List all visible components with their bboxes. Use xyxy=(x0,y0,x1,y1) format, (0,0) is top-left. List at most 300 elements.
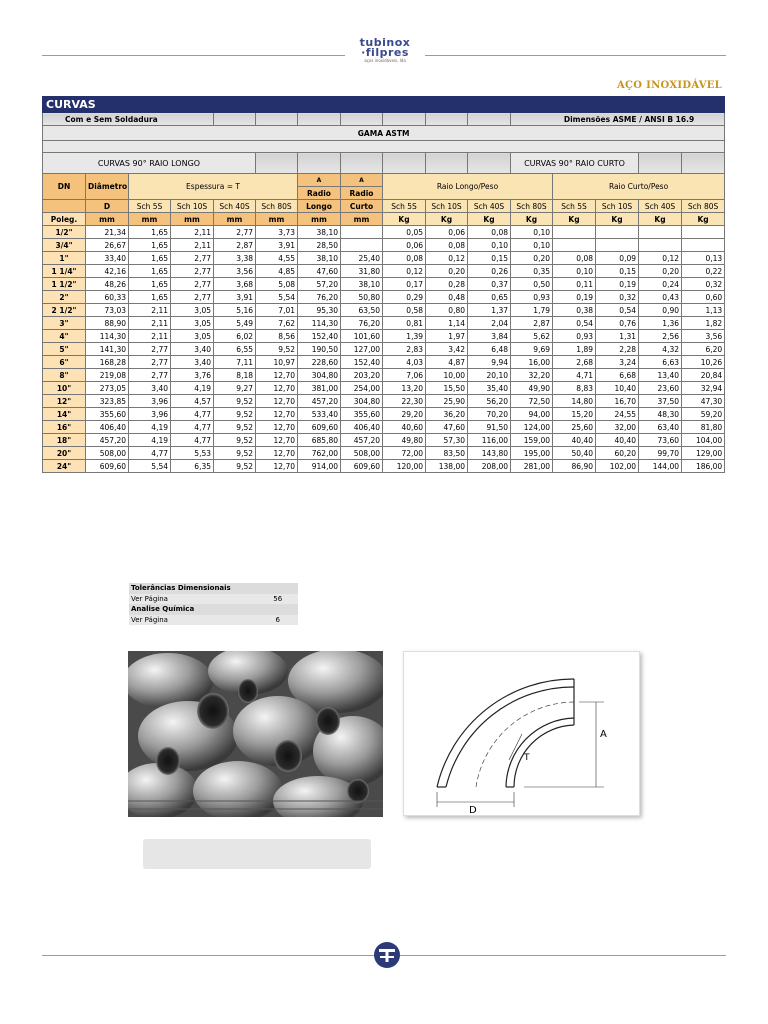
table-title: CURVAS xyxy=(43,97,725,113)
value-cell: 25,90 xyxy=(426,395,468,408)
value-cell: 3,91 xyxy=(214,291,256,304)
value-cell: 1,31 xyxy=(596,330,639,343)
value-cell: 323,85 xyxy=(86,395,129,408)
table-row xyxy=(43,304,725,317)
value-cell: 2,77 xyxy=(129,369,171,382)
value-cell: 4,55 xyxy=(256,252,298,265)
company-logo xyxy=(345,38,425,63)
value-cell: 9,52 xyxy=(214,460,256,473)
value-cell: 76,20 xyxy=(341,317,383,330)
dim-t-label: T xyxy=(524,753,530,763)
value-cell: 9,52 xyxy=(214,408,256,421)
value-cell: 49,90 xyxy=(511,382,553,395)
value-cell: 3,24 xyxy=(596,356,639,369)
value-cell: 2,77 xyxy=(171,291,214,304)
value-cell: 1,65 xyxy=(129,252,171,265)
value-cell: 0,32 xyxy=(682,278,725,291)
value-cell: 3,56 xyxy=(682,330,725,343)
table-row xyxy=(43,408,725,421)
value-cell: 1,65 xyxy=(129,239,171,252)
unit-cell: Kg xyxy=(553,213,596,226)
value-cell: 1,79 xyxy=(511,304,553,317)
value-cell: 144,00 xyxy=(639,460,682,473)
value-cell: 4,57 xyxy=(171,395,214,408)
value-cell: 9,27 xyxy=(214,382,256,395)
value-cell: 4,19 xyxy=(171,382,214,395)
value-cell: 36,20 xyxy=(426,408,468,421)
value-cell: 50,80 xyxy=(341,291,383,304)
value-cell: 159,00 xyxy=(511,434,553,447)
value-cell: 6,20 xyxy=(682,343,725,356)
value-cell: 1,65 xyxy=(129,226,171,239)
elbows-photo xyxy=(128,651,383,817)
table-row xyxy=(43,447,725,460)
value-cell xyxy=(553,239,596,252)
dn-cell: 6" xyxy=(43,356,86,369)
value-cell: 304,80 xyxy=(341,395,383,408)
value-cell: 1,65 xyxy=(129,265,171,278)
col-long-weight: Raio Longo/Peso xyxy=(383,174,553,200)
chem-page-number: 6 xyxy=(257,615,298,626)
sch-5s: Sch 5S xyxy=(383,200,426,213)
sch-5s: Sch 5S xyxy=(129,200,171,213)
value-cell: 31,80 xyxy=(341,265,383,278)
value-cell: 4,19 xyxy=(129,434,171,447)
table-row xyxy=(43,239,725,252)
value-cell: 25,60 xyxy=(553,421,596,434)
value-cell: 0,12 xyxy=(426,252,468,265)
value-cell: 0,90 xyxy=(639,304,682,317)
value-cell: 95,30 xyxy=(298,304,341,317)
value-cell: 609,60 xyxy=(86,460,129,473)
dn-cell: 3/4" xyxy=(43,239,86,252)
unit-cell: Kg xyxy=(639,213,682,226)
value-cell: 72,50 xyxy=(511,395,553,408)
value-cell: 0,15 xyxy=(596,265,639,278)
value-cell: 4,71 xyxy=(553,369,596,382)
value-cell: 10,00 xyxy=(426,369,468,382)
value-cell: 9,52 xyxy=(214,421,256,434)
value-cell: 2,11 xyxy=(129,330,171,343)
value-cell: 1,39 xyxy=(383,330,426,343)
value-cell: 16,00 xyxy=(511,356,553,369)
value-cell: 114,30 xyxy=(86,330,129,343)
sch-40s: Sch 40S xyxy=(468,200,511,213)
value-cell: 273,05 xyxy=(86,382,129,395)
value-cell: 9,52 xyxy=(256,343,298,356)
value-cell: 25,40 xyxy=(341,252,383,265)
curve-long-label: CURVAS 90° RAIO LONGO xyxy=(43,153,256,174)
value-cell: 0,28 xyxy=(426,278,468,291)
value-cell: 0,20 xyxy=(639,265,682,278)
value-cell: 13,40 xyxy=(639,369,682,382)
value-cell: 457,20 xyxy=(341,434,383,447)
value-cell: 0,81 xyxy=(383,317,426,330)
value-cell: 3,56 xyxy=(214,265,256,278)
table-row xyxy=(43,434,725,447)
unit-cell: mm xyxy=(86,213,129,226)
value-cell: 0,12 xyxy=(639,252,682,265)
value-cell: 143,80 xyxy=(468,447,511,460)
value-cell: 406,40 xyxy=(341,421,383,434)
value-cell: 3,05 xyxy=(171,304,214,317)
value-cell: 2,87 xyxy=(511,317,553,330)
value-cell xyxy=(341,239,383,252)
value-cell: 2,77 xyxy=(171,278,214,291)
value-cell: 3,68 xyxy=(214,278,256,291)
value-cell: 15,20 xyxy=(553,408,596,421)
value-cell: 20,84 xyxy=(682,369,725,382)
value-cell: 5,49 xyxy=(214,317,256,330)
value-cell: 0,48 xyxy=(426,291,468,304)
sch-10s: Sch 10S xyxy=(171,200,214,213)
value-cell: 12,70 xyxy=(256,447,298,460)
value-cell: 7,01 xyxy=(256,304,298,317)
value-cell: 38,10 xyxy=(298,252,341,265)
value-cell: 0,19 xyxy=(553,291,596,304)
value-cell: 124,00 xyxy=(511,421,553,434)
value-cell: 116,00 xyxy=(468,434,511,447)
value-cell: 0,22 xyxy=(682,265,725,278)
sch-80s: Sch 80S xyxy=(256,200,298,213)
value-cell: 0,08 xyxy=(383,252,426,265)
dn-cell: 3" xyxy=(43,317,86,330)
value-cell: 2,11 xyxy=(171,226,214,239)
value-cell: 0,09 xyxy=(596,252,639,265)
value-cell: 0,43 xyxy=(639,291,682,304)
value-cell: 3,05 xyxy=(171,330,214,343)
value-cell: 7,06 xyxy=(383,369,426,382)
value-cell: 0,93 xyxy=(553,330,596,343)
value-cell: 4,03 xyxy=(383,356,426,369)
value-cell: 94,00 xyxy=(511,408,553,421)
value-cell: 1,13 xyxy=(682,304,725,317)
value-cell: 1,89 xyxy=(553,343,596,356)
value-cell: 3,42 xyxy=(426,343,468,356)
value-cell: 12,70 xyxy=(256,460,298,473)
value-cell: 208,00 xyxy=(468,460,511,473)
table-row xyxy=(43,421,725,434)
value-cell: 2,11 xyxy=(129,317,171,330)
value-cell: 6,55 xyxy=(214,343,256,356)
dn-cell: 1 1/2" xyxy=(43,278,86,291)
chem-see-page: Ver Página xyxy=(129,615,257,626)
value-cell: 195,00 xyxy=(511,447,553,460)
footer-logo-icon xyxy=(373,941,401,969)
value-cell: 56,20 xyxy=(468,395,511,408)
value-cell: 40,60 xyxy=(383,421,426,434)
value-cell: 508,00 xyxy=(86,447,129,460)
table-row xyxy=(43,317,725,330)
col-curto: Curto xyxy=(341,200,383,213)
value-cell: 4,32 xyxy=(639,343,682,356)
logo-line2: ·filpres xyxy=(361,46,409,59)
dn-cell: 24" xyxy=(43,460,86,473)
value-cell: 1,14 xyxy=(426,317,468,330)
value-cell: 355,60 xyxy=(341,408,383,421)
sch-40s: Sch 40S xyxy=(214,200,256,213)
value-cell: 12,70 xyxy=(256,421,298,434)
unit-cell: mm xyxy=(214,213,256,226)
value-cell: 0,06 xyxy=(426,226,468,239)
value-cell: 73,03 xyxy=(86,304,129,317)
value-cell: 63,40 xyxy=(639,421,682,434)
value-cell: 21,34 xyxy=(86,226,129,239)
sch-5s: Sch 5S xyxy=(553,200,596,213)
value-cell xyxy=(553,226,596,239)
value-cell: 2,77 xyxy=(129,343,171,356)
value-cell: 3,76 xyxy=(171,369,214,382)
value-cell: 12,70 xyxy=(256,408,298,421)
dn-cell: 2" xyxy=(43,291,86,304)
col-thickness: Espessura = T xyxy=(129,174,298,200)
value-cell: 0,10 xyxy=(468,239,511,252)
value-cell: 83,50 xyxy=(426,447,468,460)
value-cell: 47,60 xyxy=(426,421,468,434)
table-row xyxy=(43,252,725,265)
dn-cell: 4" xyxy=(43,330,86,343)
value-cell: 38,10 xyxy=(341,278,383,291)
value-cell: 32,20 xyxy=(511,369,553,382)
value-cell: 2,56 xyxy=(639,330,682,343)
value-cell: 1,65 xyxy=(129,278,171,291)
value-cell: 47,30 xyxy=(682,395,725,408)
value-cell: 4,77 xyxy=(171,434,214,447)
value-cell: 0,08 xyxy=(468,226,511,239)
value-cell: 2,11 xyxy=(171,239,214,252)
value-cell: 762,00 xyxy=(298,447,341,460)
value-cell: 33,40 xyxy=(86,252,129,265)
value-cell: 59,20 xyxy=(682,408,725,421)
value-cell: 2,87 xyxy=(214,239,256,252)
value-cell: 16,70 xyxy=(596,395,639,408)
value-cell: 99,70 xyxy=(639,447,682,460)
value-cell: 60,20 xyxy=(596,447,639,460)
value-cell: 2,04 xyxy=(468,317,511,330)
value-cell: 4,77 xyxy=(171,408,214,421)
value-cell: 12,70 xyxy=(256,395,298,408)
col-a-short: A xyxy=(341,174,383,187)
dn-cell: 5" xyxy=(43,343,86,356)
units-row xyxy=(43,213,725,226)
value-cell: 86,90 xyxy=(553,460,596,473)
value-cell: 101,60 xyxy=(341,330,383,343)
value-cell: 28,50 xyxy=(298,239,341,252)
value-cell: 152,40 xyxy=(298,330,341,343)
value-cell: 5,54 xyxy=(256,291,298,304)
value-cell: 0,29 xyxy=(383,291,426,304)
value-cell: 4,85 xyxy=(256,265,298,278)
value-cell: 0,15 xyxy=(468,252,511,265)
value-cell: 3,96 xyxy=(129,408,171,421)
value-cell: 0,50 xyxy=(511,278,553,291)
elbow-drawing xyxy=(403,651,640,816)
value-cell: 88,90 xyxy=(86,317,129,330)
row-d: D xyxy=(86,200,129,213)
curve-short-label: CURVAS 90° RAIO CURTO xyxy=(511,153,639,174)
value-cell: 8,56 xyxy=(256,330,298,343)
value-cell: 0,06 xyxy=(383,239,426,252)
value-cell: 6,68 xyxy=(596,369,639,382)
value-cell: 914,00 xyxy=(298,460,341,473)
value-cell: 2,77 xyxy=(171,252,214,265)
value-cell: 0,54 xyxy=(596,304,639,317)
value-cell: 6,35 xyxy=(171,460,214,473)
tol-page-number: 56 xyxy=(257,594,298,605)
value-cell: 26,67 xyxy=(86,239,129,252)
value-cell xyxy=(596,239,639,252)
value-cell: 2,68 xyxy=(553,356,596,369)
unit-cell: Kg xyxy=(468,213,511,226)
unit-cell: Kg xyxy=(511,213,553,226)
subtitle-left: Com e Sem Soldadura xyxy=(43,113,214,126)
value-cell xyxy=(639,226,682,239)
value-cell: 12,70 xyxy=(256,434,298,447)
value-cell: 355,60 xyxy=(86,408,129,421)
logo-line1: tubinox xyxy=(359,36,411,49)
value-cell: 1,65 xyxy=(129,291,171,304)
value-cell: 14,80 xyxy=(553,395,596,408)
value-cell: 9,52 xyxy=(214,395,256,408)
value-cell: 3,38 xyxy=(214,252,256,265)
value-cell: 533,40 xyxy=(298,408,341,421)
value-cell: 4,19 xyxy=(129,421,171,434)
value-cell: 12,70 xyxy=(256,382,298,395)
value-cell: 102,00 xyxy=(596,460,639,473)
value-cell: 3,84 xyxy=(468,330,511,343)
value-cell: 457,20 xyxy=(298,395,341,408)
dn-cell: 16" xyxy=(43,421,86,434)
value-cell: 254,00 xyxy=(341,382,383,395)
value-cell: 0,32 xyxy=(596,291,639,304)
value-cell: 57,20 xyxy=(298,278,341,291)
dn-cell: 10" xyxy=(43,382,86,395)
value-cell: 7,11 xyxy=(214,356,256,369)
dn-cell: 12" xyxy=(43,395,86,408)
subtitle-right: Dimensões ASME / ANSI B 16.9 xyxy=(511,113,725,126)
value-cell: 4,77 xyxy=(171,421,214,434)
table-row xyxy=(43,291,725,304)
value-cell: 48,30 xyxy=(639,408,682,421)
value-cell: 104,00 xyxy=(682,434,725,447)
table-row xyxy=(43,395,725,408)
sch-40s: Sch 40S xyxy=(639,200,682,213)
col-radio-long: Radio xyxy=(298,187,341,200)
table-row xyxy=(43,343,725,356)
value-cell: 0,12 xyxy=(383,265,426,278)
dn-cell: 1/2" xyxy=(43,226,86,239)
value-cell: 0,13 xyxy=(682,252,725,265)
value-cell xyxy=(682,239,725,252)
col-dn: DN xyxy=(43,174,86,200)
unit-cell: Kg xyxy=(426,213,468,226)
value-cell: 0,80 xyxy=(426,304,468,317)
unit-cell: Kg xyxy=(596,213,639,226)
value-cell: 3,96 xyxy=(129,395,171,408)
value-cell: 3,73 xyxy=(256,226,298,239)
value-cell: 0,76 xyxy=(596,317,639,330)
value-cell: 6,63 xyxy=(639,356,682,369)
value-cell: 24,55 xyxy=(596,408,639,421)
unit-cell: mm xyxy=(298,213,341,226)
value-cell: 0,20 xyxy=(511,252,553,265)
value-cell: 50,40 xyxy=(553,447,596,460)
value-cell: 63,50 xyxy=(341,304,383,317)
value-cell: 20,10 xyxy=(468,369,511,382)
value-cell: 203,20 xyxy=(341,369,383,382)
value-cell: 281,00 xyxy=(511,460,553,473)
value-cell: 304,80 xyxy=(298,369,341,382)
value-cell: 72,00 xyxy=(383,447,426,460)
col-a-long: A xyxy=(298,174,341,187)
value-cell: 0,60 xyxy=(682,291,725,304)
value-cell: 2,83 xyxy=(383,343,426,356)
table-row xyxy=(43,460,725,473)
value-cell: 5,54 xyxy=(129,460,171,473)
value-cell: 4,87 xyxy=(426,356,468,369)
value-cell xyxy=(341,226,383,239)
value-cell: 1,97 xyxy=(426,330,468,343)
value-cell: 0,65 xyxy=(468,291,511,304)
value-cell: 13,20 xyxy=(383,382,426,395)
table-row xyxy=(43,369,725,382)
value-cell: 3,40 xyxy=(171,356,214,369)
value-cell: 152,40 xyxy=(341,356,383,369)
value-cell: 0,38 xyxy=(553,304,596,317)
value-cell: 3,91 xyxy=(256,239,298,252)
sch-80s: Sch 80S xyxy=(682,200,725,213)
tol-see-page: Ver Página xyxy=(129,594,257,605)
chem-heading: Analise Química xyxy=(129,604,298,615)
unit-cell: mm xyxy=(341,213,383,226)
value-cell: 40,40 xyxy=(553,434,596,447)
value-cell: 57,30 xyxy=(426,434,468,447)
value-cell: 4,77 xyxy=(129,447,171,460)
value-cell: 1,82 xyxy=(682,317,725,330)
value-cell: 0,17 xyxy=(383,278,426,291)
value-cell: 0,24 xyxy=(639,278,682,291)
value-cell: 8,18 xyxy=(214,369,256,382)
value-cell: 0,20 xyxy=(426,265,468,278)
tolerances-box xyxy=(129,583,298,625)
value-cell: 127,00 xyxy=(341,343,383,356)
dn-cell: 2 1/2" xyxy=(43,304,86,317)
value-cell: 15,50 xyxy=(426,382,468,395)
value-cell: 508,00 xyxy=(341,447,383,460)
value-cell xyxy=(596,226,639,239)
value-cell: 38,10 xyxy=(298,226,341,239)
value-cell: 37,50 xyxy=(639,395,682,408)
table-row xyxy=(43,330,725,343)
value-cell: 5,16 xyxy=(214,304,256,317)
value-cell: 9,52 xyxy=(214,447,256,460)
value-cell: 6,48 xyxy=(468,343,511,356)
value-cell: 609,60 xyxy=(298,421,341,434)
unit-cell: Kg xyxy=(383,213,426,226)
value-cell: 7,62 xyxy=(256,317,298,330)
unit-cell: mm xyxy=(171,213,214,226)
value-cell xyxy=(682,226,725,239)
value-cell: 23,60 xyxy=(639,382,682,395)
value-cell: 5,62 xyxy=(511,330,553,343)
sch-10s: Sch 10S xyxy=(426,200,468,213)
value-cell: 190,50 xyxy=(298,343,341,356)
dim-d-label: D xyxy=(469,805,477,815)
value-cell: 2,11 xyxy=(129,304,171,317)
value-cell: 32,00 xyxy=(596,421,639,434)
dn-cell: 20" xyxy=(43,447,86,460)
value-cell: 609,60 xyxy=(341,460,383,473)
